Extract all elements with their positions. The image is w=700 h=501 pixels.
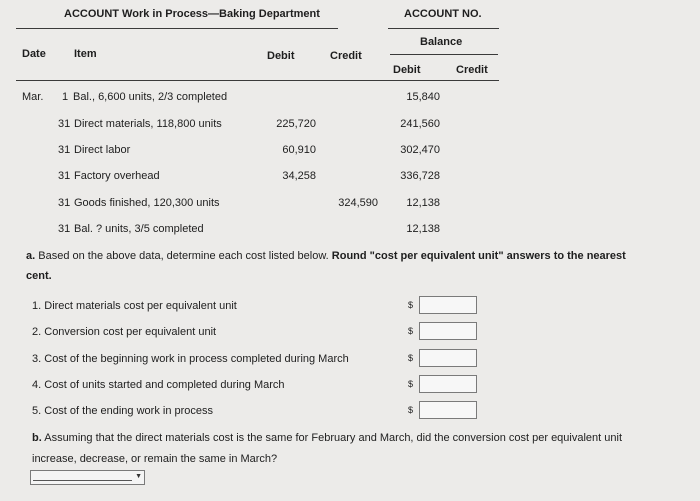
question-b-text: Assuming that the direct materials cost is the same for February and March, did the conversion cost per equivalent unit: [41, 432, 623, 444]
question-a: [26, 250, 626, 262]
top-rule: [16, 28, 338, 29]
question-a-rounding: Round "cost per equivalent unit" answers to the nearest: [331, 250, 626, 262]
row-item: Factory overhead: [74, 170, 160, 182]
row-balance: 12,138: [406, 197, 440, 209]
row-debit: 60,910: [282, 144, 316, 156]
row-day: 1: [62, 91, 69, 103]
row-balance: 302,470: [400, 144, 440, 156]
question-b-prefix: b.: [32, 432, 42, 444]
row-debit: 34,258: [282, 170, 316, 182]
header-rule: [16, 80, 499, 81]
row-balance: 15,840: [406, 91, 440, 103]
row-day: 31: [58, 118, 71, 130]
row-day: 31: [58, 223, 71, 235]
beginning-wip-cost-input[interactable]: [419, 349, 477, 367]
row-balance: 336,728: [400, 170, 440, 182]
answer-label-2: 2. Conversion cost per equivalent unit: [32, 326, 217, 338]
row-balance: 12,138: [406, 223, 440, 235]
col-balance-credit: Credit: [456, 64, 488, 76]
question-a-rounding-cont: cent.: [26, 270, 52, 282]
answer-label-3: 3. Cost of the beginning work in process completed during March: [32, 353, 349, 365]
dollar-sign: $: [408, 300, 414, 310]
chevron-down-icon: ▼: [135, 473, 142, 480]
col-debit: Debit: [267, 50, 295, 62]
dropdown-placeholder-line: [33, 480, 132, 481]
row-item: Bal., 6,600 units, 2/3 completed: [73, 91, 228, 103]
started-completed-cost-input[interactable]: [419, 375, 477, 393]
ending-wip-cost-input[interactable]: [419, 401, 477, 419]
dollar-sign: $: [408, 353, 414, 363]
row-balance: 241,560: [400, 118, 440, 130]
answer-label-1: 1. Direct materials cost per equivalent unit: [32, 300, 237, 312]
account-no-label: ACCOUNT NO.: [404, 8, 482, 20]
question-a-prefix: a.: [26, 250, 36, 262]
answer-label-5: 5. Cost of the ending work in process: [32, 405, 214, 417]
conversion-change-dropdown[interactable]: [30, 470, 145, 485]
row-item: Bal. ? units, 3/5 completed: [74, 223, 204, 235]
question-a-text: Based on the above data, determine each cost listed below.: [35, 250, 332, 262]
row-day: 31: [58, 144, 71, 156]
balance-heading: Balance: [420, 36, 463, 48]
account-title: ACCOUNT Work in Process—Baking Department: [64, 8, 320, 20]
row-day: 31: [58, 197, 71, 209]
row-credit: 324,590: [338, 197, 378, 209]
question-b-cont: increase, decrease, or remain the same in March?: [32, 453, 278, 465]
row-item: Goods finished, 120,300 units: [74, 197, 220, 209]
top-rule-right: [388, 28, 499, 29]
balance-rule: [390, 54, 498, 55]
row-month: Mar.: [22, 91, 44, 103]
col-credit: Credit: [330, 50, 362, 62]
question-b: [32, 432, 622, 444]
answer-label-4: 4. Cost of units started and completed during March: [32, 379, 285, 391]
col-item: Item: [74, 48, 97, 60]
row-item: Direct labor: [74, 144, 131, 156]
direct-materials-cost-input[interactable]: [419, 296, 477, 314]
dollar-sign: $: [408, 379, 414, 389]
dollar-sign: $: [408, 326, 414, 336]
col-date: Date: [22, 48, 46, 60]
col-balance-debit: Debit: [393, 64, 421, 76]
row-item: Direct materials, 118,800 units: [74, 118, 222, 130]
row-debit: 225,720: [276, 118, 316, 130]
row-day: 31: [58, 170, 71, 182]
conversion-cost-input[interactable]: [419, 322, 477, 340]
dollar-sign: $: [408, 405, 414, 415]
